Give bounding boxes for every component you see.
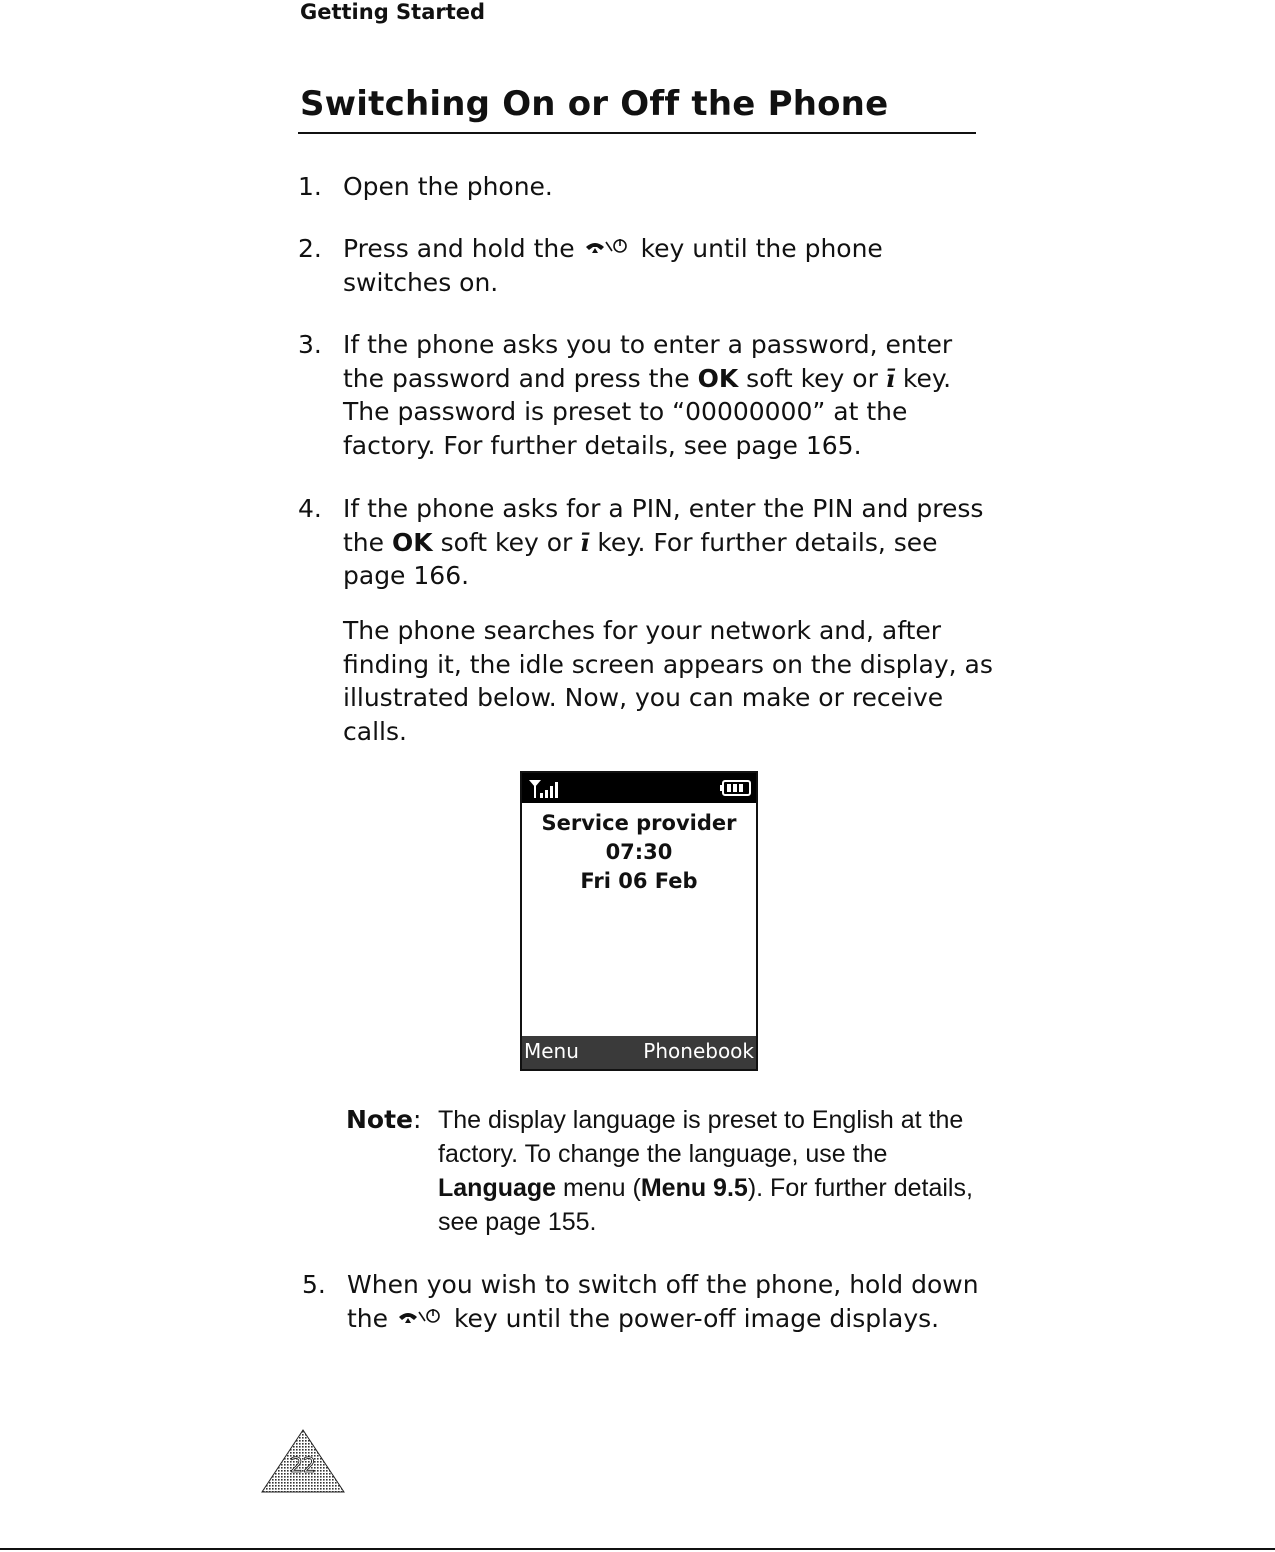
phonebook-softkey[interactable]: Phonebook — [643, 1039, 754, 1063]
step-text: Open the phone. — [343, 172, 553, 201]
ok-softkey-label: OK — [391, 527, 433, 557]
date-text: Fri 06 Feb — [580, 869, 698, 893]
step-text: Press and hold the key until the phone switches on. — [343, 234, 883, 297]
title-underline — [298, 132, 976, 134]
menu-softkey[interactable]: Menu — [524, 1039, 579, 1063]
bottom-rule — [0, 1548, 1275, 1550]
battery-icon — [720, 779, 752, 797]
service-provider-text: Service provider — [541, 811, 737, 835]
page-title: Switching On or Off the Phone — [300, 84, 889, 124]
language-menu-label: Language — [438, 1174, 557, 1202]
i-key-icon: ī — [580, 527, 590, 557]
step-text: When you wish to switch off the phone, hold down the key until the power-off image displays. — [347, 1270, 979, 1333]
status-bar — [522, 773, 756, 803]
end-power-key-icon — [396, 1307, 446, 1329]
clock-text: 07:30 — [605, 840, 673, 864]
step-3 — [298, 328, 988, 462]
page-number: 22 — [290, 1453, 316, 1477]
step-text: If the phone asks you to enter a password, enter the password and press the OK soft key or ī key. The password is preset to “00000000” at the factory. For further details, see page 165. — [343, 330, 953, 460]
idle-info — [522, 809, 756, 896]
step-text: If the phone asks for a PIN, enter the PIN and press the OK soft key or ī key. For further details, see page 166. — [343, 494, 984, 590]
step-number: 1. — [298, 172, 322, 201]
network-paragraph: The phone searches for your network and, after finding it, the idle screen appears on the display, as illustrated below. Now, you can make or receive calls. — [343, 616, 993, 746]
section-header: Getting Started — [300, 0, 486, 24]
step-number: 2. — [298, 234, 322, 263]
ok-softkey-label: OK — [697, 363, 739, 393]
step-number: 3. — [298, 330, 322, 359]
step-number: 4. — [298, 494, 322, 523]
step-2 — [298, 232, 988, 299]
step-4 — [298, 492, 988, 593]
i-key-icon: ī — [885, 363, 895, 393]
step-5 — [302, 1268, 992, 1335]
note-label: Note: — [346, 1105, 422, 1134]
phone-idle-screen — [520, 771, 758, 1071]
step-number: 5. — [302, 1270, 326, 1299]
signal-strength-icon — [527, 776, 567, 800]
softkey-bar — [522, 1036, 756, 1069]
note-text: The display language is preset to English at the factory. To change the language, use the Language menu (Menu 9.5). For further details, see page 155. — [438, 1106, 973, 1236]
end-power-key-icon — [583, 237, 633, 259]
step-1 — [298, 170, 988, 204]
page-number-badge — [260, 1428, 346, 1494]
menu-number-label: Menu 9.5 — [640, 1174, 748, 1202]
